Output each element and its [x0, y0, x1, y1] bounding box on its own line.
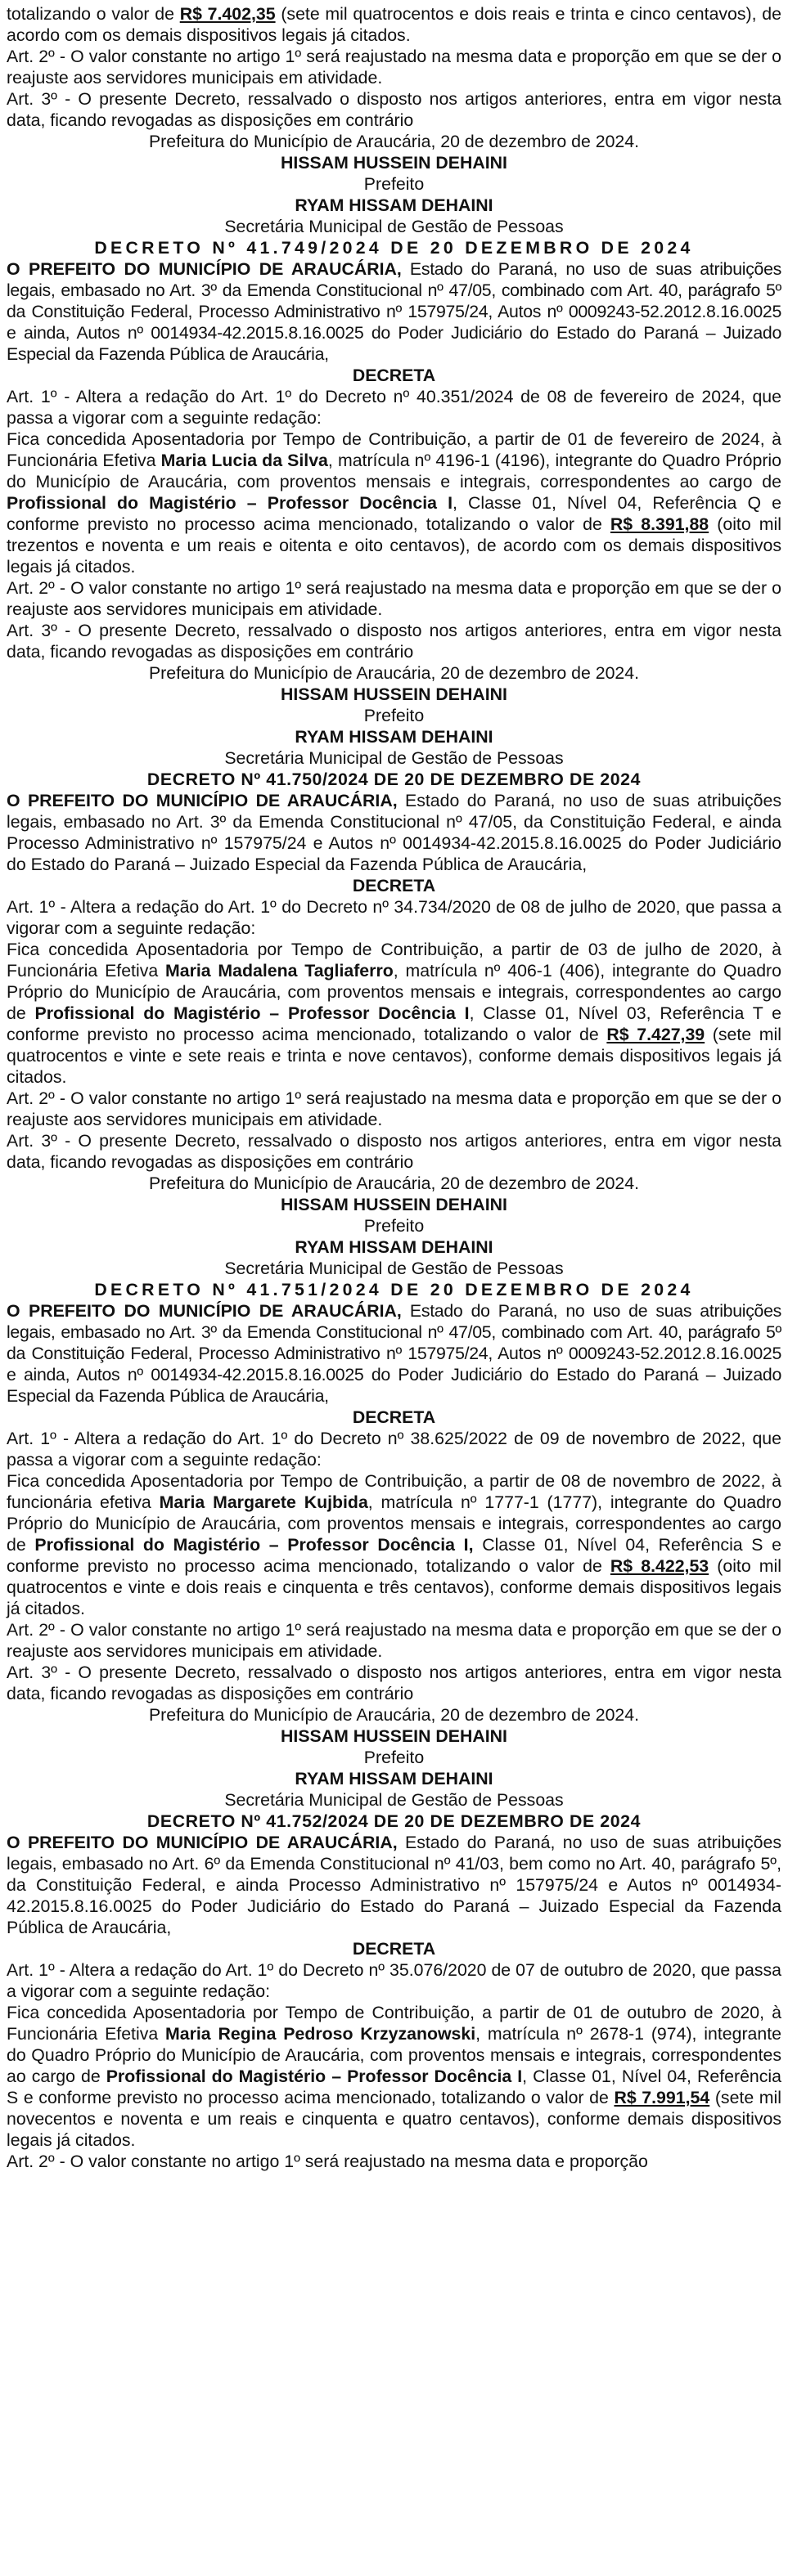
secretary-role: Secretária Municipal de Gestão de Pessoas: [224, 748, 564, 768]
secretary-role: Secretária Municipal de Gestão de Pessoas: [224, 217, 564, 236]
decree-preamble: O PREFEITO DO MUNICÍPIO DE ARAUCÁRIA, Estado do Paraná, no uso de suas atribuições legais, embasado no Art. 3º da Emenda Constitucional nº 47/05, da Constituição Federal, e ainda Processo Administrativo nº 157975/24 e Autos nº 0014934-42.2015.8.16.0025 do Poder Judiciário do Estado do Paraná – Juizado Especial da Fazenda Pública de Araucária,: [7, 791, 781, 874]
decree-title: DECRETO Nº 41.749/2024 DE 20 DEZEMBRO DE 2024: [94, 238, 694, 258]
mayor-name: HISSAM HUSSEIN DEHAINI: [281, 1726, 507, 1746]
employee-name: Maria Margarete Kujbida: [159, 1492, 368, 1512]
position-title: Profissional do Magistério – Professor Docência I: [34, 1003, 470, 1023]
employee-name: Maria Lucia da Silva: [160, 451, 328, 470]
article-2: Art. 2º - O valor constante no artigo 1º será reajustado na mesma data e proporção em que se der o reajuste aos servidores municipais em atividade.: [7, 578, 781, 619]
position-title: Profissional do Magistério – Professor Docência I: [106, 2067, 523, 2086]
mayor-name: HISSAM HUSSEIN DEHAINI: [281, 1195, 507, 1214]
article-1: Art. 1º - Altera a redação do Art. 1º do Decreto nº 38.625/2022 de 09 de novembro de 2022, que passa a vigorar com a seguinte redação:: [7, 1429, 781, 1470]
benefit-value: R$ 7.427,39: [606, 1025, 705, 1044]
mayor-role: Prefeito: [363, 1216, 425, 1236]
previous-decree-fragment: [7, 3, 781, 237]
secretary-name: RYAM HISSAM DEHAINI: [295, 727, 493, 747]
decreta-heading: DECRETA: [352, 1939, 436, 1959]
secretary-name: RYAM HISSAM DEHAINI: [295, 1237, 493, 1257]
decreta-heading: DECRETA: [352, 1407, 436, 1427]
benefit-paragraph: Fica concedida Aposentadoria por Tempo de Contribuição, a partir de 01 de fevereiro de 2024, à Funcionária Efetiva Maria Lucia da Silva, matrícula nº 4196-1 (4196), integrante do Quadro Próprio do Município de Araucária, com proventos mensais e integrais, correspondentes ao cargo de Profissional do Magistério – Professor Docência I, Classe 01, Nível 04, Referência Q e conforme previsto no processo acima mencionado, totalizando o valor de R$ 8.391,88 (oito mil trezentos e noventa e um reais e oitenta e oito centavos), de acordo com os demais dispositivos legais já citados.: [7, 429, 781, 577]
mayor-name: HISSAM HUSSEIN DEHAINI: [281, 153, 507, 173]
article-3: Art. 3º - O presente Decreto, ressalvado o disposto nos artigos anteriores, entra em vigor nesta data, ficando revogadas as disposições em contrário: [7, 621, 781, 662]
decree-41752: [7, 1811, 781, 2171]
place-date: Prefeitura do Município de Araucária, 20 de dezembro de 2024.: [148, 1705, 640, 1725]
decree-preamble: O PREFEITO DO MUNICÍPIO DE ARAUCÁRIA, Estado do Paraná, no uso de suas atribuições legais, embasado no Art. 3º da Emenda Constitucional nº 47/05, combinado com Art. 40, parágrafo 5º da Constituição Federal, Processo Administrativo nº 157975/24, Autos nº 0009243-52.2012.8.16.0025 e ainda, Autos nº 0014934-42.2015.8.16.0025 do Poder Judiciário do Estado do Paraná – Juizado Especial da Fazenda Pública de Araucária,: [7, 259, 781, 364]
benefit-paragraph: totalizando o valor de R$ 7.402,35 (sete mil quatrocentos e dois reais e trinta e cinco centavos), de acordo com os demais dispositivos legais já citados.: [7, 4, 781, 45]
benefit-value: R$ 7.991,54: [614, 2088, 710, 2107]
gazette-page: [7, 0, 782, 2171]
employee-name: Maria Regina Pedroso Krzyzanowski: [165, 2024, 476, 2044]
place-date: Prefeitura do Município de Araucária, 20 de dezembro de 2024.: [148, 132, 640, 151]
decreta-heading: DECRETA: [352, 366, 436, 385]
cut-off-line-wrapper: [7, 2151, 781, 2171]
mayor-role: Prefeito: [363, 174, 425, 194]
place-date: Prefeitura do Município de Araucária, 20 de dezembro de 2024.: [148, 1174, 640, 1193]
secretary-name: RYAM HISSAM DEHAINI: [295, 195, 493, 215]
mayor-role: Prefeito: [363, 706, 425, 725]
decree-41749: [7, 237, 781, 769]
secretary-name: RYAM HISSAM DEHAINI: [295, 1769, 493, 1788]
decree-41751: [7, 1279, 781, 1811]
position-title: Profissional do Magistério – Professor Docência I: [7, 493, 453, 513]
benefit-paragraph: Fica concedida Aposentadoria por Tempo de Contribuição, a partir de 01 de outubro de 2020, à Funcionária Efetiva Maria Regina Pedroso Krzyzanowski, matrícula nº 2678-1 (974), integrante do Quadro Próprio do Município de Araucária, com proventos mensais e integrais, correspondentes ao cargo de Profissional do Magistério – Professor Docência I, Classe 01, Nível 04, Referência S e conforme previsto no processo acima mencionado, totalizando o valor de R$ 7.991,54 (sete mil novecentos e noventa e um reais e cinquenta e quatro centavos), conforme demais dispositivos legais já citados.: [7, 2003, 781, 2150]
decree-preamble: O PREFEITO DO MUNICÍPIO DE ARAUCÁRIA, Estado do Paraná, no uso de suas atribuições legais, embasado no Art. 3º da Emenda Constitucional nº 47/05, combinado com Art. 40, parágrafo 5º da Constituição Federal, Processo Administrativo nº 157975/24, Autos nº 0009243-52.2012.8.16.0025 e ainda, Autos nº 0014934-42.2015.8.16.0025 do Poder Judiciário do Estado do Paraná – Juizado Especial da Fazenda Pública de Araucária,: [7, 1301, 781, 1406]
benefit-value: R$ 7.402,35: [179, 4, 276, 24]
secretary-role: Secretária Municipal de Gestão de Pessoas: [224, 1259, 564, 1278]
position-title: Profissional do Magistério – Professor Docência I,: [34, 1535, 474, 1555]
article-2: Art. 2º - O valor constante no artigo 1º será reajustado na mesma data e proporção em que se der o reajuste aos servidores municipais em atividade.: [7, 1620, 781, 1661]
decree-preamble: O PREFEITO DO MUNICÍPIO DE ARAUCÁRIA, Estado do Paraná, no uso de suas atribuições legais, embasado no Art. 6º da Emenda Constitucional nº 41/03, bem como no Art. 40, parágrafo 5º, da Constituição Federal, e ainda Processo Administrativo nº 157975/24 e Autos nº 0014934-42.2015.8.16.0025 do Poder Judiciário do Estado do Paraná – Juizado Especial da Fazenda Pública de Araucária,: [7, 1833, 781, 1937]
mayor-name: HISSAM HUSSEIN DEHAINI: [281, 684, 507, 704]
benefit-paragraph: Fica concedida Aposentadoria por Tempo de Contribuição, a partir de 03 de julho de 2020, à Funcionária Efetiva Maria Madalena Tagliaferro, matrícula nº 406-1 (406), integrante do Quadro Próprio do Município de Araucária, com proventos mensais e integrais, correspondentes ao cargo de Profissional do Magistério – Professor Docência I, Classe 01, Nível 03, Referência T e conforme previsto no processo acima mencionado, totalizando o valor de R$ 7.427,39 (sete mil quatrocentos e vinte e sete reais e trinta e nove centavos), conforme demais dispositivos legais já citados.: [7, 940, 781, 1087]
article-3: Art. 3º - O presente Decreto, ressalvado o disposto nos artigos anteriores, entra em vigor nesta data, ficando revogadas as disposições em contrário: [7, 1131, 781, 1172]
secretary-role: Secretária Municipal de Gestão de Pessoas: [224, 1790, 564, 1810]
article-1: Art. 1º - Altera a redação do Art. 1º do Decreto nº 35.076/2020 de 07 de outubro de 2020, que passa a vigorar com a seguinte redação:: [7, 1960, 781, 2001]
benefit-paragraph: Fica concedida Aposentadoria por Tempo de Contribuição, a partir de 08 de novembro de 2022, à funcionária efetiva Maria Margarete Kujbida, matrícula nº 1777-1 (1777), integrante do Quadro Próprio do Município de Araucária, com proventos mensais e integrais, correspondentes ao cargo de Profissional do Magistério – Professor Docência I, Classe 01, Nível 04, Referência S e conforme previsto no processo acima mencionado, totalizando o valor de R$ 8.422,53 (oito mil quatrocentos e vinte e dois reais e cinquenta e três centavos), conforme demais dispositivos legais já citados.: [7, 1471, 782, 1618]
article-1: Art. 1º - Altera a redação do Art. 1º do Decreto nº 34.734/2020 de 08 de julho de 2020, que passa a vigorar com a seguinte redação:: [7, 897, 781, 938]
decree-title: DECRETO Nº 41.752/2024 DE 20 DE DEZEMBRO DE 2024: [146, 1811, 642, 1831]
employee-name: Maria Madalena Tagliaferro: [164, 961, 394, 981]
article-3: Art. 3º - O presente Decreto, ressalvado o disposto nos artigos anteriores, entra em vigor nesta data, ficando revogadas as disposições em contrário: [7, 1663, 781, 1703]
place-date: Prefeitura do Município de Araucária, 20 de dezembro de 2024.: [148, 663, 640, 683]
article-1: Art. 1º - Altera a redação do Art. 1º do Decreto nº 40.351/2024 de 08 de fevereiro de 2024, que passa a vigorar com a seguinte redação:: [7, 387, 781, 428]
article-2-partial: Art. 2º - O valor constante no artigo 1º será reajustado na mesma data e proporção: [7, 2152, 648, 2171]
decree-title: DECRETO Nº 41.751/2024 DE 20 DEZEMBRO DE 2024: [94, 1280, 694, 1299]
decree-title: DECRETO Nº 41.750/2024 DE 20 DE DEZEMBRO DE 2024: [146, 770, 642, 789]
mayor-role: Prefeito: [363, 1748, 425, 1767]
article-2: Art. 2º - O valor constante no artigo 1º será reajustado na mesma data e proporção em que se der o reajuste aos servidores municipais em atividade.: [7, 1088, 781, 1129]
decree-41750: [7, 769, 781, 1279]
article-2: Art. 2º - O valor constante no artigo 1º será reajustado na mesma data e proporção em que se der o reajuste aos servidores municipais em atividade.: [7, 47, 781, 88]
benefit-value: R$ 8.422,53: [610, 1556, 709, 1576]
benefit-value: R$ 8.391,88: [610, 514, 709, 534]
decreta-heading: DECRETA: [352, 876, 436, 895]
article-3: Art. 3º - O presente Decreto, ressalvado o disposto nos artigos anteriores, entra em vigor nesta data, ficando revogadas as disposições em contrário: [7, 89, 781, 130]
